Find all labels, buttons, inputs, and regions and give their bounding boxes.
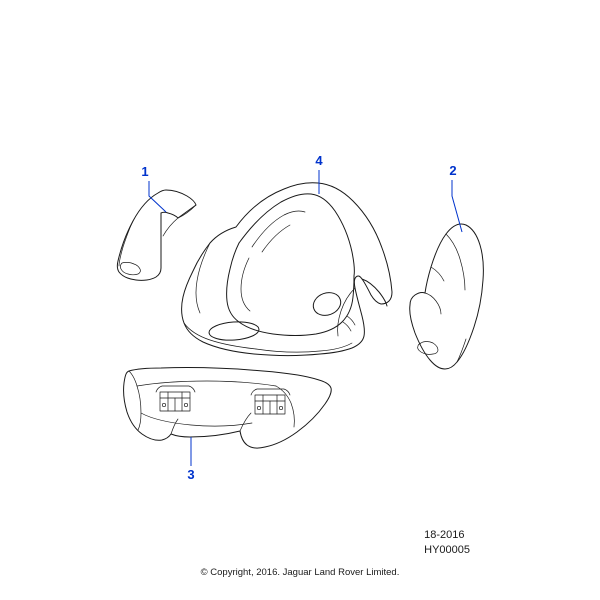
callout-label-1: 1 (141, 164, 149, 179)
callout-leaders (149, 170, 462, 466)
drawing-code-block (424, 528, 470, 558)
copyright-notice: © Copyright, 2016. Jaguar Land Rover Limited. (200, 567, 400, 578)
part-4-bonnet (182, 183, 392, 356)
callout-label-4: 4 (315, 153, 323, 168)
part-3-front-valance (124, 368, 332, 448)
callout-label-3: 3 (187, 467, 195, 482)
page-code: 18-2016 (424, 529, 465, 541)
part-2-side-panel (410, 224, 484, 369)
callout-label-2: 2 (449, 163, 457, 178)
drawing-code: HY00005 (424, 544, 470, 556)
bracket-left (156, 386, 195, 411)
